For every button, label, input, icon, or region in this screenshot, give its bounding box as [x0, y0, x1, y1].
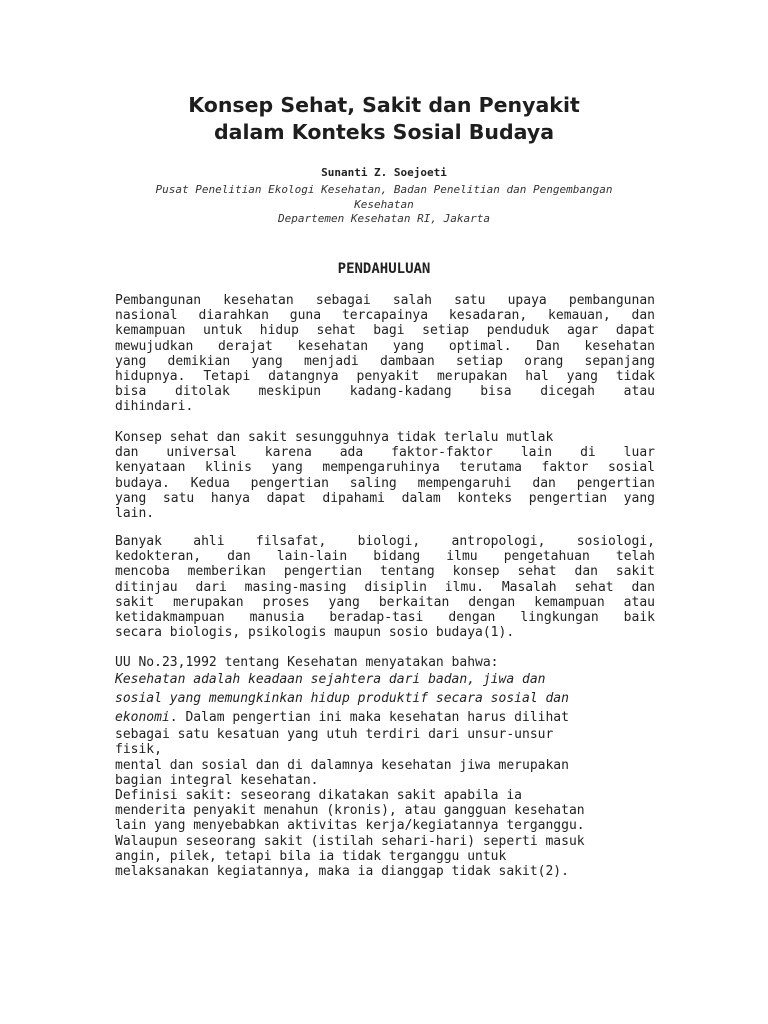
- paragraph-line: sebagai satu kesatuan yang utuh terdiri dari unsur-unsur: [115, 727, 554, 743]
- paragraph-line: Definisi sakit: seseorang dikatakan sakit apabila ia: [115, 787, 522, 803]
- paragraph-3: [115, 534, 655, 640]
- affiliation-line-3: Departemen Kesehatan RI, Jakarta: [278, 212, 490, 225]
- affiliation-line-2: Kesehatan: [354, 197, 414, 211]
- paragraph-line: dihindari.: [115, 399, 194, 415]
- paragraph-line: bisa ditolak meskipun kadang-kadang bisa dicegah atau: [115, 384, 655, 400]
- affiliation: [0, 183, 768, 227]
- paragraph-text: . Dalam pengertian ini maka kesehatan harus dilihat: [169, 710, 569, 726]
- paragraph-line: kedokteran, dan lain-lain bidang ilmu pengetahuan telah: [115, 549, 655, 565]
- paragraph-line: mental dan sosial dan di dalamnya kesehatan jiwa merupakan: [115, 757, 569, 773]
- paragraph-line: budaya. Kedua pengertian saling mempengaruhi dan pengertian: [115, 475, 655, 491]
- paragraph-line: melaksanakan kegiatannya, maka ia dianggap tidak sakit(2).: [115, 863, 569, 879]
- paper-title: [0, 92, 768, 146]
- paragraph-line: yang satu hanya dapat dipahami dalam konteks pengertian yang: [115, 490, 655, 506]
- paragraph-line: bagian integral kesehatan.: [115, 772, 319, 788]
- paragraph-1: [115, 293, 655, 415]
- quote-end: ekonomi: [115, 710, 170, 726]
- paragraph-line: Banyak ahli filsafat, biologi, antropologi, sosiologi,: [115, 534, 655, 549]
- section-heading: PENDAHULUAN: [337, 261, 431, 277]
- paragraph-line: ketidakmampuan manusia beradap-tasi dengan lingkungan baik: [115, 609, 655, 625]
- paragraph-line: sakit merupakan proses yang berkaitan dengan kemampuan atau: [115, 594, 655, 610]
- paragraph-line: mencoba memberikan pengertian tentang konsep sehat dan sakit: [115, 564, 655, 580]
- paragraph-line: lain yang menyebabkan aktivitas kerja/kegiatannya terganggu.: [115, 818, 585, 834]
- paragraph-2: [115, 430, 655, 521]
- paragraph-line: mewujudkan derajat kesehatan yang optimal. Dan kesehatan: [115, 338, 655, 354]
- paragraph-line: dan universal karena ada faktor-faktor lain di luar: [115, 445, 655, 461]
- paragraph-4: [115, 655, 655, 879]
- paragraph-line: ditinjau dari masing-masing disiplin ilmu. Masalah sehat dan: [115, 579, 655, 595]
- paragraph-line: [115, 708, 655, 727]
- author-name: Sunanti Z. Soejoeti: [321, 166, 447, 179]
- quote-line: Kesehatan adalah keadaan sejahtera dari badan, jiwa dan: [115, 672, 546, 688]
- paragraph-line: Walaupun seseorang sakit (istilah sehari-hari) seperti masuk: [115, 833, 585, 849]
- paragraph-line: angin, pilek, tetapi bila ia tidak terganggu untuk: [115, 848, 507, 864]
- paragraph-line: UU No.23,1992 tentang Kesehatan menyatakan bahwa:: [115, 655, 499, 670]
- title-line-1: Konsep Sehat, Sakit dan Penyakit: [188, 93, 580, 117]
- paragraph-line: Pembangunan kesehatan sebagai salah satu upaya pembangunan: [115, 293, 655, 308]
- title-line-2: dalam Konteks Sosial Budaya: [213, 120, 555, 144]
- paragraph-line: hidupnya. Tetapi datangnya penyakit merupakan hal yang tidak: [115, 368, 655, 384]
- paragraph-line: kemampuan untuk hidup sehat bagi setiap penduduk agar dapat: [115, 323, 655, 339]
- paragraph-line: lain.: [115, 505, 155, 521]
- paragraph-line: menderita penyakit menahun (kronis), atau gangguan kesehatan: [115, 803, 585, 819]
- quote-line: sosial yang memungkinkan hidup produktif secara sosial dan: [115, 691, 569, 707]
- affiliation-line-1: Pusat Penelitian Ekologi Kesehatan, Badan Penelitian dan Pengembangan: [155, 183, 613, 196]
- paragraph-line: kenyataan klinis yang mempengaruhinya terutama faktor sosial: [115, 460, 655, 476]
- paragraph-line: nasional diarahkan guna tercapainya kesadaran, kemauan, dan: [115, 308, 655, 324]
- paragraph-line: secara biologis, psikologis maupun sosio budaya(1).: [115, 625, 515, 641]
- paragraph-line: yang demikian yang menjadi dambaan setiap orang sepanjang: [115, 353, 655, 369]
- paragraph-line: Konsep sehat dan sakit sesungguhnya tidak terlalu mutlak: [115, 430, 554, 445]
- paragraph-line: fisik,: [115, 742, 162, 758]
